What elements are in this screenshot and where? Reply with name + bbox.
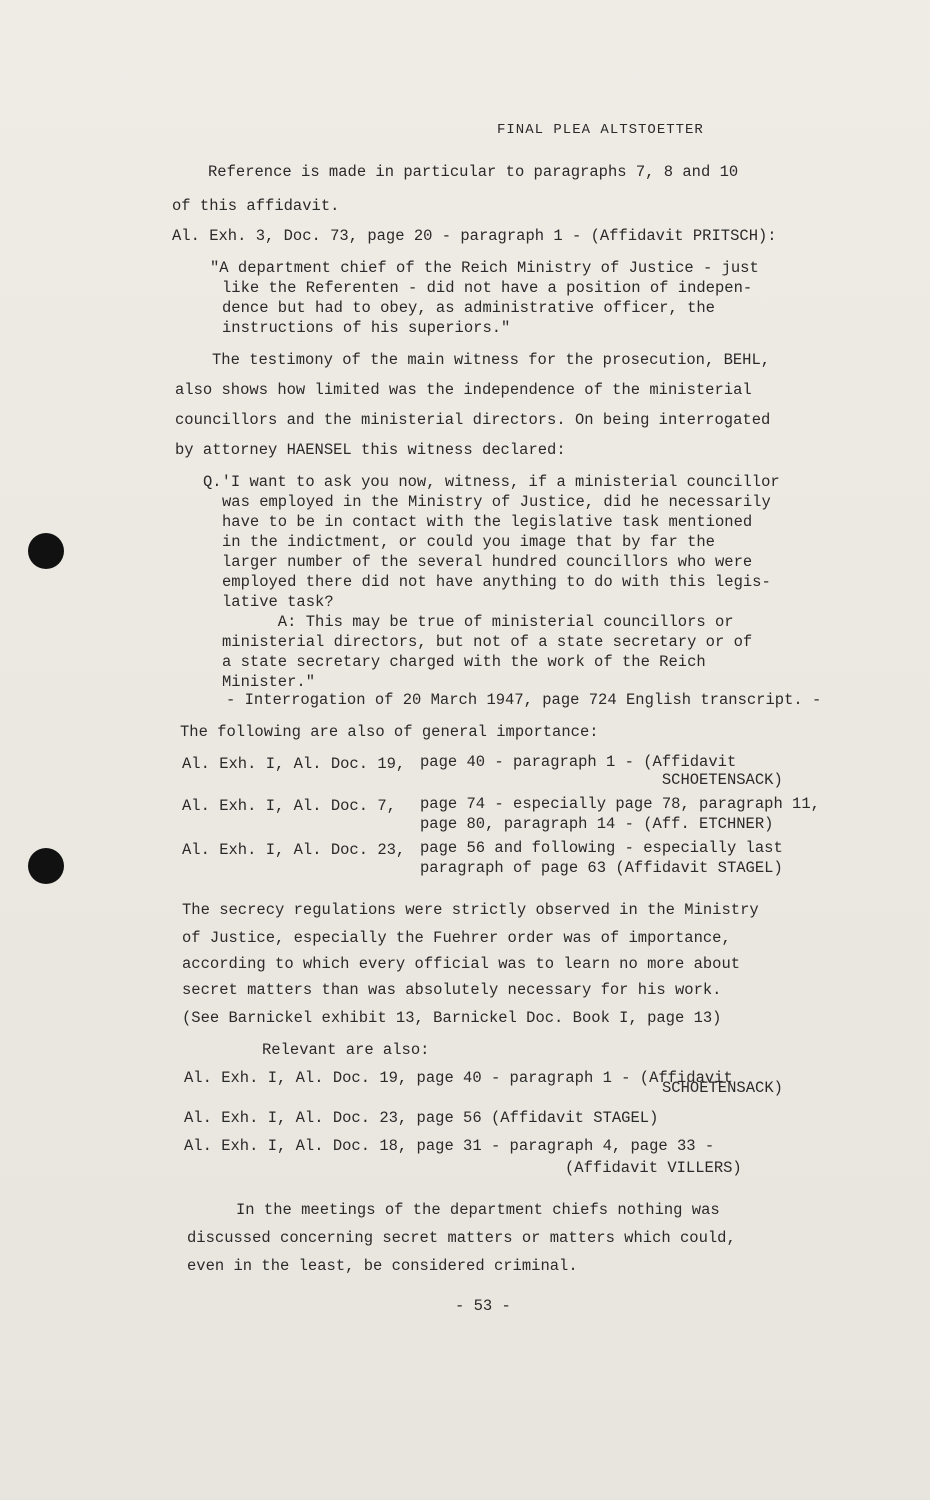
- reference-pritsch: Al. Exh. 3, Doc. 73, page 20 - paragraph 1 - (Affidavit PRITSCH):: [172, 227, 777, 245]
- secrecy-line: of Justice, especially the Fuehrer order was of importance,: [182, 929, 731, 947]
- page-header: FINAL PLEA ALTSTOETTER: [497, 122, 704, 138]
- general-importance-heading: The following are also of general importance:: [180, 723, 599, 741]
- meetings-line: even in the least, be considered criminal.: [187, 1257, 578, 1275]
- punch-hole-bottom: [28, 848, 64, 884]
- meetings-line: discussed concerning secret matters or matters which could,: [187, 1229, 736, 1247]
- reference-left: Al. Exh. I, Al. Doc. 19,: [182, 755, 406, 773]
- intro-line-1: Reference is made in particular to paragraphs 7, 8 and 10: [208, 163, 739, 181]
- reference-line: Al. Exh. I, Al. Doc. 18, page 31 - paragraph 4, page 33 -: [184, 1137, 715, 1155]
- testimony-line: The testimony of the main witness for the prosecution, BEHL,: [212, 351, 771, 369]
- quote-line: "A department chief of the Reich Ministry of Justice - just: [210, 259, 759, 277]
- interrogation-line: employed there did not have anything to do with this legis-: [222, 573, 771, 591]
- interrogation-line: Minister.": [222, 673, 316, 691]
- secrecy-line: The secrecy regulations were strictly observed in the Ministry: [182, 901, 759, 919]
- interrogation-source: - Interrogation of 20 March 1947, page 724 English transcript. -: [226, 691, 822, 709]
- page-number: - 53 -: [455, 1297, 511, 1315]
- interrogation-line: in the indictment, or could you image that by far the: [222, 533, 715, 551]
- quote-line: like the Referenten - did not have a position of indepen-: [222, 279, 753, 297]
- reference-right: page 40 - paragraph 1 - (Affidavit: [420, 753, 737, 771]
- quote-line: instructions of his superiors.": [222, 319, 511, 337]
- relevant-heading: Relevant are also:: [262, 1041, 430, 1059]
- interrogation-line: larger number of the several hundred councillors who were: [222, 553, 753, 571]
- reference-left: Al. Exh. I, Al. Doc. 23,: [182, 841, 406, 859]
- secrecy-line: according to which every official was to learn no more about: [182, 955, 741, 973]
- interrogation-line: ministerial directors, but not of a state secretary or of: [222, 633, 753, 651]
- interrogation-line: a state secretary charged with the work of the Reich: [222, 653, 706, 671]
- reference-right: paragraph of page 63 (Affidavit STAGEL): [420, 859, 783, 877]
- reference-line: Al. Exh. I, Al. Doc. 19, page 40 - paragraph 1 - (Affidavit: [184, 1069, 733, 1087]
- reference-right: page 80, paragraph 14 - (Aff. ETCHNER): [420, 815, 774, 833]
- reference-right: page 56 and following - especially last: [420, 839, 783, 857]
- reference-left: Al. Exh. I, Al. Doc. 7,: [182, 797, 396, 815]
- interrogation-line: lative task?: [222, 593, 334, 611]
- testimony-line: councillors and the ministerial directors. On being interrogated: [175, 411, 771, 429]
- quote-line: dence but had to obey, as administrative officer, the: [222, 299, 715, 317]
- reference-line: Al. Exh. I, Al. Doc. 23, page 56 (Affidavit STAGEL): [184, 1109, 659, 1127]
- interrogation-line: Q.'I want to ask you now, witness, if a ministerial councillor: [203, 473, 780, 491]
- reference-right: SCHOETENSACK): [420, 771, 783, 789]
- interrogation-line: was employed in the Ministry of Justice, did he necessarily: [222, 493, 771, 511]
- testimony-line: by attorney HAENSEL this witness declared:: [175, 441, 566, 459]
- interrogation-line: A: This may be true of ministerial councillors or: [222, 613, 734, 631]
- reference-line-cont: SCHOETENSACK): [662, 1079, 783, 1097]
- testimony-line: also shows how limited was the independence of the ministerial: [175, 381, 752, 399]
- interrogation-line: have to be in contact with the legislative task mentioned: [222, 513, 753, 531]
- intro-line-2: of this affidavit.: [172, 197, 340, 215]
- secrecy-line: secret matters than was absolutely necessary for his work.: [182, 981, 722, 999]
- punch-hole-top: [28, 533, 64, 569]
- reference-line-cont: (Affidavit VILLERS): [565, 1159, 742, 1177]
- meetings-line: In the meetings of the department chiefs nothing was: [236, 1201, 720, 1219]
- secrecy-line: (See Barnickel exhibit 13, Barnickel Doc. Book I, page 13): [182, 1009, 722, 1027]
- reference-right: page 74 - especially page 78, paragraph 11,: [420, 795, 820, 813]
